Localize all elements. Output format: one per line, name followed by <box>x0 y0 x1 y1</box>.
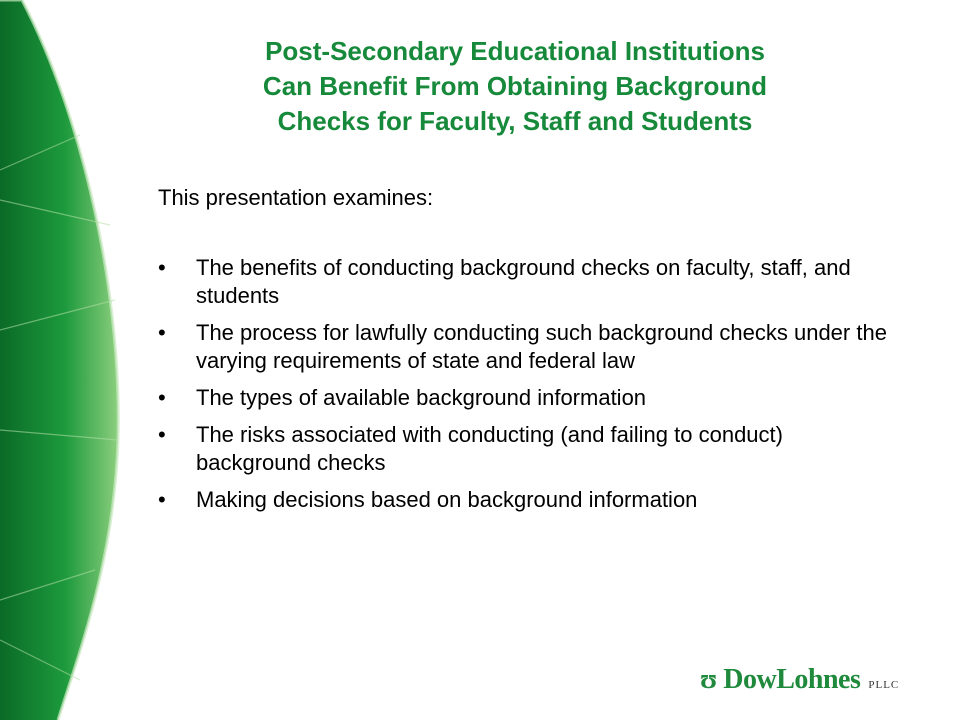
dowlohnes-logo <box>700 664 899 700</box>
logo-mark-icon: ʊ <box>700 664 718 695</box>
bullet-text: The risks associated with conducting (and failing to conduct) background checks <box>196 422 783 475</box>
bullet-item <box>158 486 898 514</box>
title-line: Post-Secondary Educational Institutions <box>265 36 765 66</box>
green-swoosh-decoration <box>0 0 140 720</box>
logo-name: DowLohnes <box>723 664 861 695</box>
bullet-dot: • <box>158 487 166 512</box>
bullet-dot: • <box>158 320 166 345</box>
bullet-text: The types of available background information <box>196 385 647 410</box>
bullet-list <box>158 254 898 523</box>
bullet-dot: • <box>158 422 166 447</box>
bullet-item <box>158 319 898 375</box>
bullet-text: The benefits of conducting background checks on faculty, staff, and students <box>196 255 851 308</box>
bullet-dot: • <box>158 255 166 280</box>
title-line: Checks for Faculty, Staff and Students <box>277 106 753 136</box>
logo-suffix: PLLC <box>868 679 900 691</box>
slide-title <box>150 34 880 139</box>
bullet-item <box>158 421 898 477</box>
bullet-item <box>158 384 898 412</box>
title-line: Can Benefit From Obtaining Background <box>262 71 768 101</box>
bullet-item <box>158 254 898 310</box>
bullet-dot: • <box>158 385 166 410</box>
bullet-text: The process for lawfully conducting such background checks under the varying requirements of state and federal law <box>196 320 887 373</box>
intro-text: This presentation examines: <box>158 185 434 210</box>
bullet-text: Making decisions based on background information <box>196 487 698 512</box>
